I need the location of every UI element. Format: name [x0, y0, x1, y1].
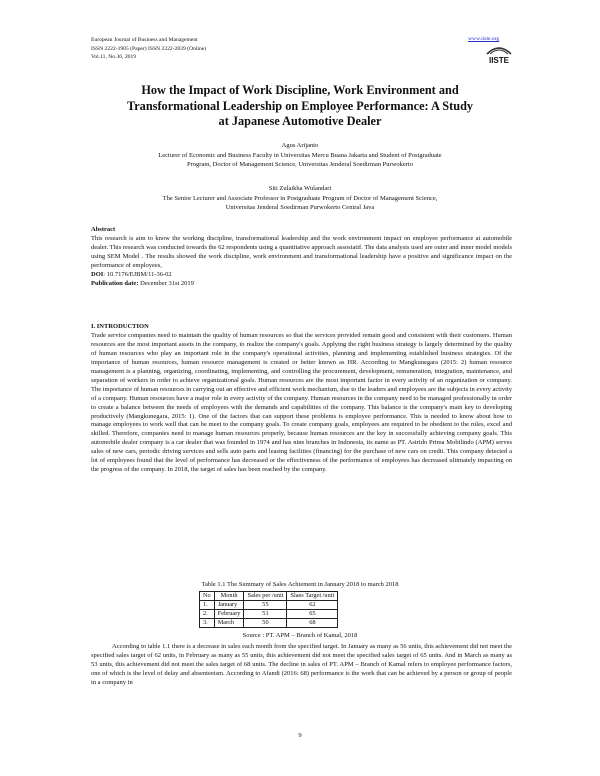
table-header-cell: Month	[214, 592, 244, 601]
author-name: Siti Zulaikha Wulandari	[268, 185, 332, 192]
title-line: Transformational Leadership on Employee Performance: A Study	[126, 98, 474, 113]
table-cell: 65	[287, 609, 338, 618]
journal-name: European Journal of Business and Management	[91, 37, 198, 43]
author-affiliation: The Senior Lecturer and Associate Professor in Postgraduate Program of Doctor of Management Science,	[162, 194, 438, 202]
title-line: at Japanese Automotive Dealer	[218, 114, 382, 128]
table-row	[200, 609, 338, 618]
publication-date-label: Publication date:	[91, 279, 139, 287]
introduction-section	[91, 323, 512, 475]
publication-date-value: December 31st 2019	[138, 279, 194, 287]
author-affiliation: Universitas Jenderal Soedirman Purwokerto Central Java	[225, 204, 375, 212]
introduction-paragraph: According to table 1.1 there is a decrease in sales each month from the specified target. In January as many as 56 units, this achievement did not meet the specified sales target of 62 units, in February as many as 55 units, this achievement did not meet the specified sales target of 65 units. And in March as many as 53 units, this achievement did not meet the sales target of 68 units. The decline in sales of PT. APM – Branch of Kamal refers to employee performance factors, one of which is the level of delay and absenteeism. According to Afandi (2016: 68) performance is the work that can be achieved by a person or group of people in a company in	[91, 643, 512, 686]
table-header-row	[200, 592, 338, 601]
author-block-1	[60, 141, 540, 170]
table-cell: March	[214, 618, 244, 627]
abstract-section	[91, 226, 512, 289]
table-header-cell: Sales per /unit	[244, 592, 287, 601]
doi-label: DOI	[91, 270, 104, 278]
doi-value[interactable]: : 10.7176/EJBM/11-36-02	[103, 270, 172, 278]
publication-date-line	[91, 280, 512, 289]
table-caption: Table 1.1 The Summary of Sales Achiement in January 2018 to march 2018	[201, 581, 399, 588]
author-name: Agus Arijanto	[281, 142, 319, 149]
author-affiliation: Program, Doctor of Management Science, Universitas Jenderal Soedirman Purwokerto	[187, 161, 413, 169]
journal-volume: Vol.11, No.36, 2019	[91, 54, 137, 61]
author-affiliation: Lecturer of Economic and Business Faculty in Universitas Mercu Buana Jakarta and Student of Postgraduate	[158, 151, 442, 159]
journal-header	[91, 36, 206, 62]
table-row	[200, 618, 338, 627]
table-cell: February	[214, 609, 244, 618]
title-line: How the Impact of Work Discipline, Work Environment and	[141, 83, 459, 97]
abstract-text: This research is aim to know the working discipline, transformational leadership and the work environment impact on employee performance at automobile dealer. This research was conducted towards the 62 respondents using a quantitative approach assosiatif. The data analysis used are outer and inner model models using SEM Model . The results showed the work discipline, work environment and transformational leadership have a positive and significance impact on the performance of employees,	[91, 234, 512, 269]
table-cell: 62	[287, 600, 338, 609]
table-cell: 55	[244, 600, 287, 609]
table-cell: 51	[244, 609, 287, 618]
table-cell: 3.	[200, 618, 215, 627]
logo-text: IISTE	[488, 56, 510, 65]
table-cell: January	[214, 600, 244, 609]
introduction-paragraph-2	[91, 643, 512, 688]
doi-line	[91, 271, 512, 280]
iiste-logo	[484, 45, 514, 65]
sales-table	[199, 591, 338, 628]
page-number: 9	[298, 732, 302, 739]
table-cell: 2.	[200, 609, 215, 618]
table-header-cell: Slaes Target /unit	[287, 592, 338, 601]
table-header-cell: No	[200, 592, 215, 601]
table-cell: 1.	[200, 600, 215, 609]
abstract-heading: Abstract	[91, 226, 116, 233]
author-block-2	[60, 184, 540, 213]
table-cell: 50	[244, 618, 287, 627]
journal-url-link[interactable]: www.iiste.org	[468, 36, 500, 42]
table-row	[200, 600, 338, 609]
introduction-heading: I. INTRODUCTION	[91, 323, 149, 330]
journal-issn: ISSN 2222-1905 (Paper) ISSN 2222-2839 (Online)	[91, 45, 207, 52]
table-source: Source : PT. APM – Branch of Kamal, 2018	[242, 632, 358, 639]
paper-title	[60, 83, 540, 130]
table-cell: 68	[287, 618, 338, 627]
introduction-paragraph: Trade service companies need to maintain the quality of human resources so that the services provided remain good and consistent with their customers. Human resources are the most important assets in the company, to realize the company's goals. Applying the right business strategy is largely determined by the quality of human resources who play an important role in the company's operational activities, planning and implementing established business strategies. Of the importance of human resources, human resource management is created or better known as HR. According to Mangkunegara (2015: 2) human resource management is a planning, organizing, coordinating, implementing, and controlling the procurement, development, remuneration, integration, maintenance, and separation of workers in order to achieve organizational goals. Human resources are the most important factor in every activity of an organization or company. The importance of human resources in carrying out an effective and efficient work mechanism, due to the leaders and employees are the subjects in every activity of a company. Human resources have a major role in every activity of the company. Human resources in the company need to be managed professionally in order to create a balance between the needs of employees with the demands and capabilities of the company. This balance is the company's main key to developing productively (Mangkunegara, 2015: 1). One of the factors that can support these problems is employee performance. This is needed to know about how to manage employees to work well that can be meet to the company goals. To create company goals, employees are required to be obedient to the rules, excel and skilled. Therefore, companies need to manage human resources properly, because human resources are the key in successfully achieving company goals. This automobile dealer company is a car dealer that was founded in 1974 and has nine branches in Indonesia, its name as PT. Astrido Prima Mobilindo (APM) serves sales of new cars, periodic driving services and sells auto parts and leasing facilities (financing) for the purchase of new cars on credit. This company detected a lot of employees found that the level of performance has decreased or the effectiveness of the performance of employees has decreased ultimately impacting on the progress of the company. In 2018, the target of sales has been reached by the company.	[91, 331, 512, 474]
